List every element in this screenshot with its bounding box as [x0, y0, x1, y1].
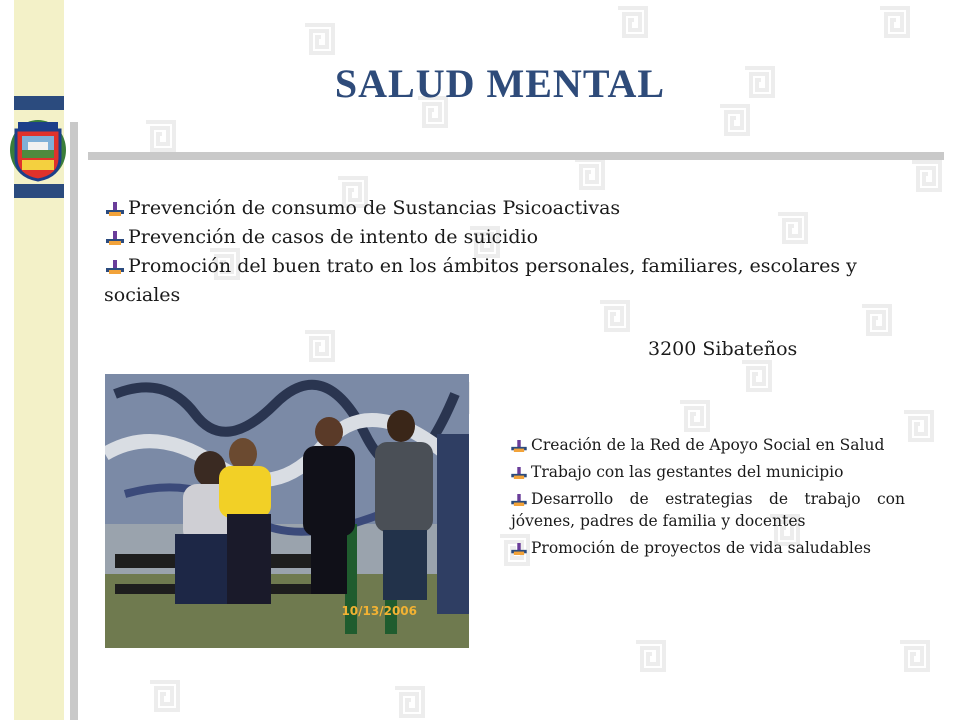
horizontal-rule	[88, 152, 944, 160]
main-item-text: Prevención de consumo de Sustancias Psicoactivas	[128, 197, 621, 219]
bullet-icon	[511, 440, 527, 452]
bullet-icon	[106, 202, 124, 216]
left-band-blue-stripe-bottom	[14, 184, 64, 198]
sub-item-text: Creación de la Red de Apoyo Social en Salud	[531, 436, 885, 454]
left-band-blue-stripe-top	[14, 96, 64, 110]
group-photo	[105, 374, 469, 648]
sub-item-text: Trabajo con las gestantes del municipio	[531, 463, 844, 481]
list-item	[511, 434, 905, 456]
main-item-text: Prevención de casos de intento de suicidio	[128, 226, 539, 248]
secondary-bullet-list	[511, 434, 905, 564]
bullet-icon	[511, 543, 527, 555]
bullet-icon	[106, 260, 124, 274]
sub-item-text: Promoción de proyectos de vida saludables	[531, 539, 871, 557]
list-item	[104, 223, 904, 252]
vertical-rule	[70, 122, 78, 720]
bullet-icon	[511, 467, 527, 479]
main-bullet-list	[104, 194, 904, 310]
sub-item-text: Desarrollo de estrategias de trabajo con jóvenes, padres de familia y docentes	[511, 490, 905, 530]
list-item	[511, 537, 905, 559]
bullet-icon	[511, 494, 527, 506]
list-item	[511, 488, 905, 532]
list-item	[104, 252, 904, 310]
list-item	[104, 194, 904, 223]
bullet-icon	[106, 231, 124, 245]
main-item-text: Promoción del buen trato en los ámbitos personales, familiares, escolares y sociales	[104, 255, 857, 306]
list-item	[511, 461, 905, 483]
slide-title: SALUD MENTAL	[334, 61, 666, 106]
beneficiaries-count: 3200 Sibateños	[648, 338, 798, 360]
emblem-icon	[6, 114, 70, 184]
photo-date-stamp: 10/13/2006	[341, 604, 417, 618]
